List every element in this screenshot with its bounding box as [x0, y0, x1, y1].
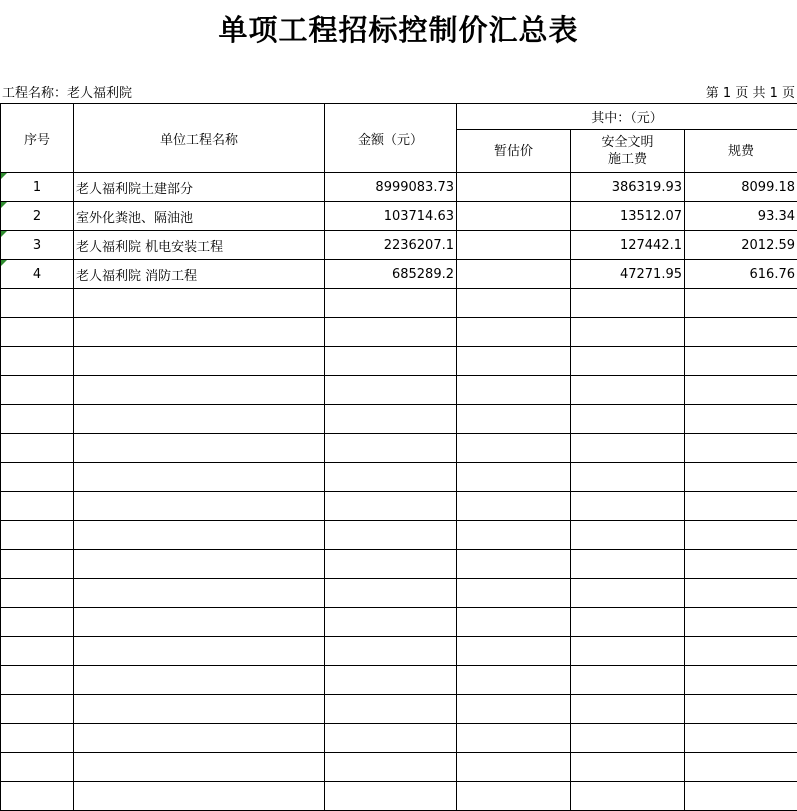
empty-row [1, 376, 797, 405]
empty-cell [1, 666, 74, 695]
cell-unit-name: 老人福利院土建部分 [74, 173, 325, 202]
empty-cell [325, 434, 457, 463]
project-name: 老人福利院 [67, 86, 132, 101]
empty-cell [457, 521, 571, 550]
empty-cell [325, 347, 457, 376]
empty-cell [457, 289, 571, 318]
header-seq: 序号 [1, 104, 74, 173]
header-safety-line1: 安全文明 [601, 135, 653, 150]
empty-cell [685, 637, 797, 666]
empty-cell [74, 492, 325, 521]
empty-cell [325, 608, 457, 637]
empty-row [1, 521, 797, 550]
empty-cell [1, 782, 74, 811]
cell-unit-name: 室外化粪池、隔油池 [74, 202, 325, 231]
cell-indicator-mark [1, 173, 7, 179]
empty-cell [571, 318, 685, 347]
empty-cell [1, 521, 74, 550]
empty-row [1, 347, 797, 376]
empty-cell [325, 492, 457, 521]
empty-cell [457, 463, 571, 492]
empty-cell [325, 550, 457, 579]
empty-cell [1, 434, 74, 463]
table-row [1, 231, 797, 260]
empty-cell [74, 550, 325, 579]
empty-cell [457, 347, 571, 376]
empty-row [1, 608, 797, 637]
empty-cell [74, 318, 325, 347]
empty-cell [74, 347, 325, 376]
cell-seq: 1 [1, 173, 74, 202]
empty-cell [1, 492, 74, 521]
header-unit-name: 单位工程名称 [74, 104, 325, 173]
empty-cell [685, 753, 797, 782]
empty-row [1, 492, 797, 521]
empty-cell [457, 753, 571, 782]
empty-row [1, 318, 797, 347]
empty-cell [74, 434, 325, 463]
cell-amount: 685289.2 [325, 260, 457, 289]
empty-cell [685, 376, 797, 405]
empty-cell [457, 695, 571, 724]
empty-cell [571, 753, 685, 782]
empty-cell [1, 289, 74, 318]
cell-seq: 4 [1, 260, 74, 289]
empty-cell [74, 695, 325, 724]
project-label: 工程名称： [2, 86, 67, 101]
empty-cell [685, 521, 797, 550]
empty-cell [685, 405, 797, 434]
cell-indicator-mark [1, 231, 7, 237]
empty-cell [1, 318, 74, 347]
cell-fees: 8099.18 [685, 173, 797, 202]
table-row [1, 202, 797, 231]
empty-cell [74, 579, 325, 608]
empty-cell [325, 521, 457, 550]
empty-cell [74, 608, 325, 637]
cell-unit-name: 老人福利院 消防工程 [74, 260, 325, 289]
empty-cell [1, 347, 74, 376]
empty-cell [74, 405, 325, 434]
empty-cell [685, 608, 797, 637]
empty-cell [325, 318, 457, 347]
empty-row [1, 289, 797, 318]
empty-cell [1, 753, 74, 782]
empty-row [1, 434, 797, 463]
empty-cell [325, 724, 457, 753]
empty-row [1, 550, 797, 579]
cell-amount: 8999083.73 [325, 173, 457, 202]
empty-cell [74, 782, 325, 811]
empty-cell [1, 608, 74, 637]
empty-cell [685, 318, 797, 347]
empty-cell [571, 782, 685, 811]
empty-cell [571, 666, 685, 695]
empty-cell [457, 376, 571, 405]
empty-cell [571, 521, 685, 550]
empty-cell [1, 405, 74, 434]
cell-safety: 127442.1 [571, 231, 685, 260]
empty-cell [457, 782, 571, 811]
empty-cell [1, 550, 74, 579]
cell-fees: 2012.59 [685, 231, 797, 260]
cell-seq: 2 [1, 202, 74, 231]
empty-cell [457, 550, 571, 579]
empty-cell [571, 637, 685, 666]
empty-cell [571, 579, 685, 608]
empty-row [1, 695, 797, 724]
empty-cell [685, 724, 797, 753]
empty-cell [74, 637, 325, 666]
empty-row [1, 405, 797, 434]
empty-cell [571, 405, 685, 434]
empty-cell [74, 666, 325, 695]
header-safety [571, 130, 685, 173]
empty-cell [325, 637, 457, 666]
empty-cell [74, 724, 325, 753]
empty-cell [325, 753, 457, 782]
empty-cell [571, 724, 685, 753]
empty-cell [325, 579, 457, 608]
cell-provisional [457, 260, 571, 289]
empty-cell [685, 579, 797, 608]
cell-fees: 93.34 [685, 202, 797, 231]
header-fees: 规费 [685, 130, 797, 173]
empty-row [1, 724, 797, 753]
page-info: 第 1 页 共 1 页 [706, 86, 795, 102]
empty-cell [325, 405, 457, 434]
empty-cell [457, 492, 571, 521]
page-title: 单项工程招标控制价汇总表 [0, 8, 797, 49]
empty-cell [1, 376, 74, 405]
header-provisional: 暂估价 [457, 130, 571, 173]
cell-unit-name: 老人福利院 机电安装工程 [74, 231, 325, 260]
cell-amount: 2236207.1 [325, 231, 457, 260]
cell-indicator-mark [1, 202, 7, 208]
empty-cell [1, 579, 74, 608]
empty-cell [457, 666, 571, 695]
empty-cell [74, 289, 325, 318]
empty-cell [571, 550, 685, 579]
header-safety-line2: 施工费 [608, 152, 647, 167]
project-name-line [2, 86, 132, 102]
table-row [1, 260, 797, 289]
empty-cell [571, 289, 685, 318]
empty-row [1, 782, 797, 811]
empty-cell [325, 376, 457, 405]
cell-safety: 386319.93 [571, 173, 685, 202]
empty-cell [457, 608, 571, 637]
empty-cell [685, 347, 797, 376]
empty-cell [685, 492, 797, 521]
empty-cell [325, 695, 457, 724]
cell-provisional [457, 202, 571, 231]
cell-amount: 103714.63 [325, 202, 457, 231]
empty-cell [325, 463, 457, 492]
cell-provisional [457, 231, 571, 260]
empty-cell [457, 318, 571, 347]
empty-cell [74, 521, 325, 550]
table-body [1, 173, 797, 811]
empty-cell [74, 753, 325, 782]
cell-fees: 616.76 [685, 260, 797, 289]
empty-cell [74, 463, 325, 492]
empty-row [1, 579, 797, 608]
empty-row [1, 463, 797, 492]
empty-cell [571, 347, 685, 376]
empty-cell [457, 434, 571, 463]
table-row [1, 173, 797, 202]
cell-safety: 47271.95 [571, 260, 685, 289]
empty-row [1, 637, 797, 666]
empty-cell [1, 637, 74, 666]
header-amount: 金额（元） [325, 104, 457, 173]
empty-row [1, 666, 797, 695]
cell-provisional [457, 173, 571, 202]
empty-cell [1, 463, 74, 492]
empty-cell [571, 463, 685, 492]
summary-table [0, 103, 797, 811]
empty-cell [325, 666, 457, 695]
empty-cell [457, 405, 571, 434]
empty-cell [457, 579, 571, 608]
empty-cell [74, 376, 325, 405]
empty-cell [685, 289, 797, 318]
empty-cell [325, 782, 457, 811]
cell-safety: 13512.07 [571, 202, 685, 231]
empty-cell [685, 463, 797, 492]
empty-cell [571, 608, 685, 637]
empty-cell [685, 550, 797, 579]
empty-cell [571, 434, 685, 463]
empty-cell [685, 434, 797, 463]
empty-cell [1, 724, 74, 753]
header-of-which: 其中：（元） [457, 104, 797, 130]
empty-row [1, 753, 797, 782]
empty-cell [685, 782, 797, 811]
empty-cell [457, 637, 571, 666]
empty-cell [1, 695, 74, 724]
empty-cell [457, 724, 571, 753]
cell-indicator-mark [1, 260, 7, 266]
empty-cell [571, 492, 685, 521]
cell-seq: 3 [1, 231, 74, 260]
empty-cell [685, 695, 797, 724]
empty-cell [571, 376, 685, 405]
empty-cell [325, 289, 457, 318]
empty-cell [571, 695, 685, 724]
empty-cell [685, 666, 797, 695]
